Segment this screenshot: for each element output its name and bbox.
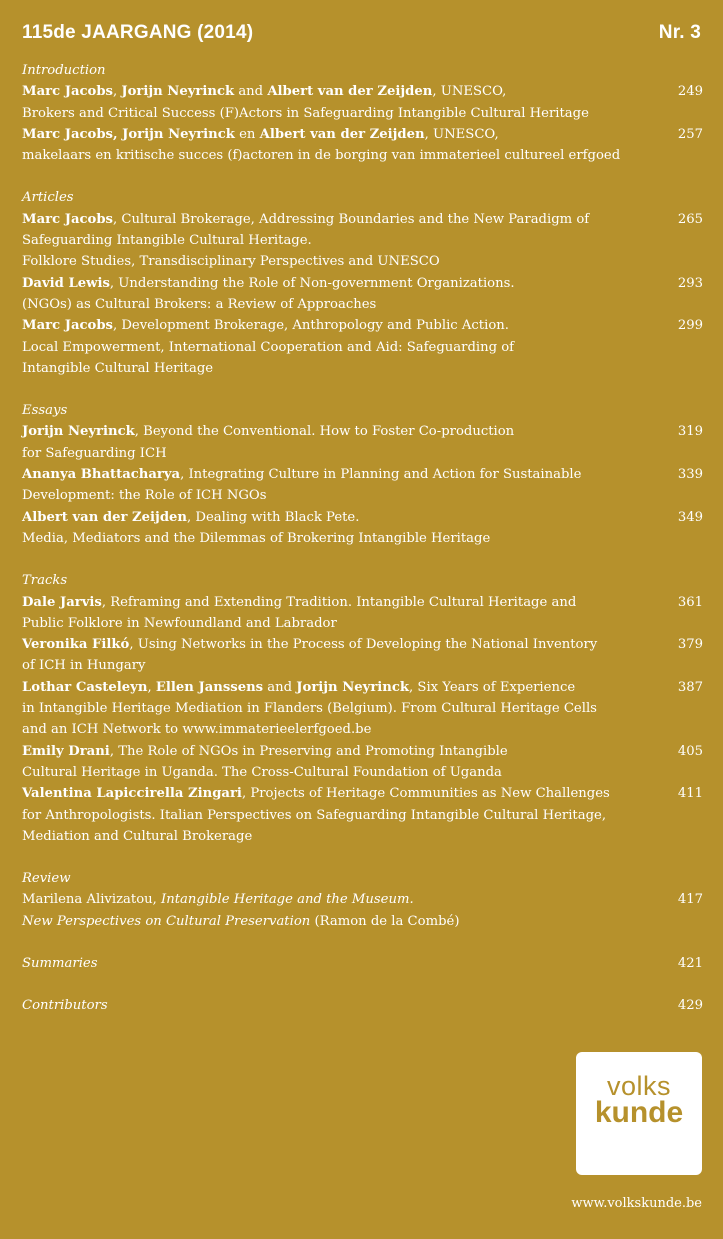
toc-entry[interactable] bbox=[22, 889, 703, 932]
entry-text: en bbox=[234, 126, 260, 142]
entry-text: , Using Networks in the Process of Developing the National Inventory bbox=[129, 637, 598, 653]
entry-text: Media, Mediators and the Dilemmas of Brokering Intangible Heritage bbox=[22, 530, 491, 546]
entry-text: , Six Years of Experience bbox=[409, 679, 576, 695]
page-number: 405 bbox=[677, 743, 703, 759]
entry-line bbox=[22, 464, 643, 485]
author-name: Marc Jacobs, Jorijn Neyrinck bbox=[22, 126, 235, 142]
entry-line bbox=[22, 421, 643, 442]
entry-line bbox=[22, 507, 643, 528]
author-name: Marc Jacobs bbox=[22, 84, 113, 100]
author-name: Jorijn Neyrinck bbox=[121, 84, 235, 100]
entry-text: , UNESCO, bbox=[424, 126, 499, 142]
author-name: Veronika Filkó bbox=[22, 637, 130, 653]
entry-text: of ICH in Hungary bbox=[22, 658, 146, 674]
website-url[interactable]: www.volkskunde.be bbox=[571, 1196, 702, 1211]
entry-text: , Dealing with Black Pete. bbox=[187, 509, 360, 525]
entry-text: Safeguarding Intangible Cultural Heritage. bbox=[22, 233, 312, 249]
entry-text: Local Empowerment, International Cooperation and Aid: Safeguarding of bbox=[22, 339, 515, 355]
section-heading: Review bbox=[22, 871, 71, 887]
author-name: Albert van der Zeijden bbox=[259, 126, 425, 142]
entry-line bbox=[22, 592, 643, 613]
entry-text: , Beyond the Conventional. How to Foster Co-production bbox=[134, 424, 515, 440]
entry-text: , The Role of NGOs in Preserving and Promoting Intangible bbox=[109, 743, 508, 759]
contributors-page: 429 bbox=[677, 998, 703, 1014]
toc-section-essays bbox=[22, 400, 703, 549]
summaries-label: Summaries bbox=[22, 955, 98, 971]
section-heading: Introduction bbox=[22, 63, 106, 78]
author-name: Dale Jarvis bbox=[22, 594, 102, 610]
toc-entry[interactable] bbox=[22, 421, 703, 464]
author-name: Marc Jacobs bbox=[22, 318, 113, 334]
entry-line bbox=[22, 889, 643, 910]
volume-label: 115de JAARGANG (2014) bbox=[22, 22, 254, 43]
page-number: 387 bbox=[677, 679, 703, 695]
toc-entry[interactable] bbox=[22, 507, 703, 550]
page-number: 417 bbox=[677, 892, 703, 908]
entry-line bbox=[22, 528, 643, 549]
entry-text: Intangible Cultural Heritage bbox=[22, 360, 214, 376]
toc-entry[interactable] bbox=[22, 315, 703, 379]
entry-text: and bbox=[234, 84, 268, 100]
contributors-label: Contributors bbox=[22, 998, 108, 1014]
toc-entry[interactable] bbox=[22, 592, 703, 635]
entry-text: , Projects of Heritage Communities as New Challenges bbox=[241, 786, 610, 802]
entry-text: , Cultural Brokerage, Addressing Boundaries and the New Paradigm of bbox=[112, 211, 590, 227]
author-name: Ananya Bhattacharya bbox=[22, 467, 181, 483]
page-number: 265 bbox=[677, 211, 703, 227]
page-number: 257 bbox=[677, 126, 703, 142]
page-number: 249 bbox=[677, 84, 703, 100]
author-name: Jorijn Neyrinck bbox=[22, 424, 135, 440]
entry-text: Cultural Heritage in Uganda. The Cross-Cultural Foundation of Uganda bbox=[22, 764, 502, 780]
entry-text: , UNESCO, bbox=[432, 84, 507, 100]
entry-line bbox=[22, 337, 643, 358]
entry-line bbox=[22, 826, 643, 847]
entry-text: , Understanding the Role of Non-government Organizations. bbox=[109, 275, 515, 291]
entry-text: Public Folklore in Newfoundland and Labrador bbox=[22, 615, 337, 631]
author-name: David Lewis bbox=[22, 275, 110, 291]
entry-line bbox=[22, 273, 643, 294]
page-number: 379 bbox=[677, 637, 703, 653]
summaries-entry[interactable] bbox=[22, 953, 703, 974]
page-number: 349 bbox=[677, 509, 703, 525]
italic-title: Intangible Heritage and the Museum. bbox=[161, 892, 414, 908]
author-name: Albert van der Zeijden bbox=[22, 509, 188, 525]
page-number: 411 bbox=[677, 786, 703, 802]
entry-line bbox=[22, 762, 643, 783]
author-name: Ellen Janssens bbox=[155, 679, 264, 695]
toc-entry[interactable] bbox=[22, 124, 703, 167]
entry-text: for Anthropologists. Italian Perspectives on Safeguarding Intangible Cultural Heritage, bbox=[22, 807, 607, 823]
entry-line bbox=[22, 634, 643, 655]
toc-entry[interactable] bbox=[22, 741, 703, 784]
toc-entry[interactable] bbox=[22, 634, 703, 677]
section-heading: Essays bbox=[22, 403, 68, 419]
toc-section-tracks bbox=[22, 570, 703, 847]
toc-entry[interactable] bbox=[22, 677, 703, 741]
logo-line-1: volks bbox=[606, 1071, 671, 1101]
entry-line bbox=[22, 613, 643, 634]
entry-line bbox=[22, 209, 643, 230]
entry-line bbox=[22, 485, 643, 506]
summaries-page: 421 bbox=[677, 955, 703, 971]
toc-entry[interactable] bbox=[22, 783, 703, 847]
entry-line bbox=[22, 783, 643, 804]
entry-line bbox=[22, 358, 643, 379]
entry-text: Marilena Alivizatou, bbox=[22, 892, 162, 908]
toc-entry[interactable] bbox=[22, 209, 703, 273]
page-number: 339 bbox=[677, 467, 703, 483]
logo-line-2: kunde bbox=[594, 1096, 684, 1129]
entry-line bbox=[22, 805, 643, 826]
contributors-entry[interactable] bbox=[22, 995, 703, 1016]
entry-text: for Safeguarding ICH bbox=[22, 445, 167, 461]
entry-line bbox=[22, 251, 643, 272]
entry-text: , bbox=[112, 84, 122, 100]
entry-line bbox=[22, 230, 643, 251]
italic-title: New Perspectives on Cultural Preservation bbox=[22, 913, 311, 929]
entry-line bbox=[22, 677, 643, 698]
entry-line bbox=[22, 443, 643, 464]
entry-line bbox=[22, 103, 643, 124]
entry-text: , Integrating Culture in Planning and Action for Sustainable bbox=[180, 467, 582, 483]
author-name: Jorijn Neyrinck bbox=[296, 679, 410, 695]
page-number: 293 bbox=[677, 275, 703, 291]
author-name: Valentina Lapiccirella Zingari bbox=[22, 786, 242, 802]
entry-text: Folklore Studies, Transdisciplinary Perspectives and UNESCO bbox=[22, 254, 440, 270]
section-heading: Tracks bbox=[22, 573, 68, 589]
entry-text: Mediation and Cultural Brokerage bbox=[22, 828, 253, 844]
toc-section-review bbox=[22, 868, 703, 932]
volkskunde-logo bbox=[576, 1052, 702, 1175]
author-name: Lothar Casteleyn bbox=[22, 679, 148, 695]
entry-line bbox=[22, 698, 643, 719]
entry-text: , bbox=[147, 679, 156, 695]
header bbox=[22, 22, 701, 44]
table-of-contents bbox=[22, 60, 703, 1038]
toc-section-articles bbox=[22, 187, 703, 379]
entry-text: in Intangible Heritage Mediation in Flanders (Belgium). From Cultural Heritage Cells bbox=[22, 701, 597, 717]
author-name: Albert van der Zeijden bbox=[267, 84, 433, 100]
toc-entry[interactable] bbox=[22, 81, 703, 124]
entry-text: Development: the Role of ICH NGOs bbox=[22, 488, 267, 504]
page-number: 319 bbox=[677, 424, 703, 440]
section-heading: Articles bbox=[22, 190, 74, 206]
entry-text: and an ICH Network to www.immaterieelerfgoed.be bbox=[22, 722, 372, 738]
entry-line bbox=[22, 145, 643, 166]
entry-text: and bbox=[263, 679, 297, 695]
entry-line bbox=[22, 741, 643, 762]
author-name: Marc Jacobs bbox=[22, 211, 113, 227]
entry-line bbox=[22, 124, 643, 145]
toc-entry[interactable] bbox=[22, 464, 703, 507]
entry-line bbox=[22, 655, 643, 676]
entry-line bbox=[22, 81, 643, 102]
toc-entry[interactable] bbox=[22, 273, 703, 316]
author-name: Emily Drani bbox=[22, 743, 110, 759]
entry-text: (NGOs) as Cultural Brokers: a Review of Approaches bbox=[22, 296, 377, 312]
entry-line bbox=[22, 719, 643, 740]
entry-text: makelaars en kritische succes (f)actoren in de borging van immaterieel cultureel erfgoed bbox=[22, 148, 621, 164]
entry-text: , Development Brokerage, Anthropology and Public Action. bbox=[112, 318, 509, 334]
entry-line bbox=[22, 911, 643, 932]
entry-line bbox=[22, 294, 643, 315]
entry-text: Brokers and Critical Success (F)Actors in Safeguarding Intangible Cultural Heritage bbox=[22, 105, 589, 121]
page-number: 361 bbox=[677, 594, 703, 610]
page-number: 299 bbox=[677, 318, 703, 334]
toc-section-introduction bbox=[22, 60, 703, 166]
entry-text: , Reframing and Extending Tradition. Intangible Cultural Heritage and bbox=[101, 594, 577, 610]
issue-number: Nr. 3 bbox=[658, 22, 701, 43]
entry-line bbox=[22, 315, 643, 336]
entry-text: (Ramon de la Combé) bbox=[310, 913, 460, 929]
